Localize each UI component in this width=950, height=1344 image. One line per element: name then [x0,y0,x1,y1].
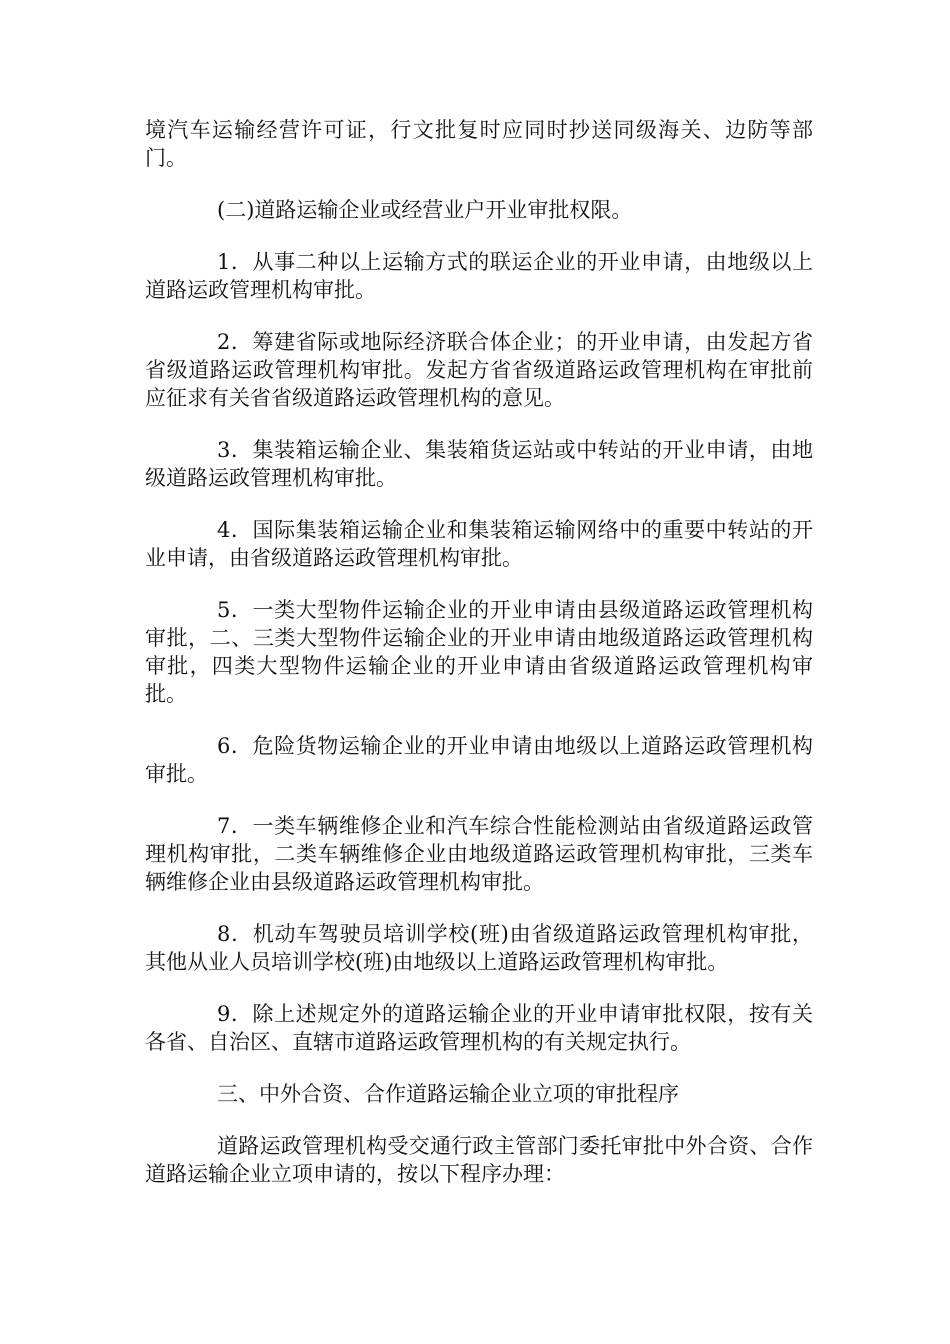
clause-2: 2．筹建省际或地际经济联合体企业；的开业申请，由发起方省省级道路运政管理机构审批。发起方省省级道路运政管理机构在审批前应征求有关省省级道路运政管理机构的意见。 [145,330,813,410]
clause-3: 3．集装箱运输企业、集装箱货运站或中转站的开业申请，由地级道路运政管理机构审批。 [145,438,813,490]
document-body [145,116,813,1212]
clause-6: 6．危险货物运输企业的开业申请由地级以上道路运政管理机构审批。 [145,734,813,786]
paragraph-continuation: 境汽车运输经营许可证，行文批复时应同时抄送同级海关、边防等部门。 [145,118,813,170]
clause-7: 7．一类车辆维修企业和汽车综合性能检测站由省级道路运政管理机构审批，二类车辆维修企业由地级道路运政管理机构审批，三类车辆维修企业由县级道路运政管理机构审批。 [145,814,813,894]
paragraph-procedure-intro: 道路运政管理机构受交通行政主管部门委托审批中外合资、合作道路运输企业立项申请的，按以下程序办理： [145,1134,813,1186]
clause-1: 1．从事二种以上运输方式的联运企业的开业申请，由地级以上道路运政管理机构审批。 [145,250,813,302]
section-heading-approval-authority: (二)道路运输企业或经营业户开业审批权限。 [217,198,633,222]
section-heading-joint-venture: 三、中外合资、合作道路运输企业立项的审批程序 [217,1082,679,1106]
clause-4: 4．国际集装箱运输企业和集装箱运输网络中的重要中转站的开业申请，由省级道路运政管理机构审批。 [145,518,813,570]
clause-9: 9．除上述规定外的道路运输企业的开业申请审批权限，按有关各省、自治区、直辖市道路运政管理机构的有关规定执行。 [145,1002,813,1054]
clause-5: 5．一类大型物件运输企业的开业申请由县级道路运政管理机构审批，二、三类大型物件运输企业的开业申请由地级道路运政管理机构审批，四类大型物件运输企业的开业申请由省级道路运政管理机构审批。 [145,598,813,706]
clause-8: 8．机动车驾驶员培训学校(班)由省级道路运政管理机构审批，其他从业人员培训学校(班)由地级以上道路运政管理机构审批。 [145,922,813,974]
